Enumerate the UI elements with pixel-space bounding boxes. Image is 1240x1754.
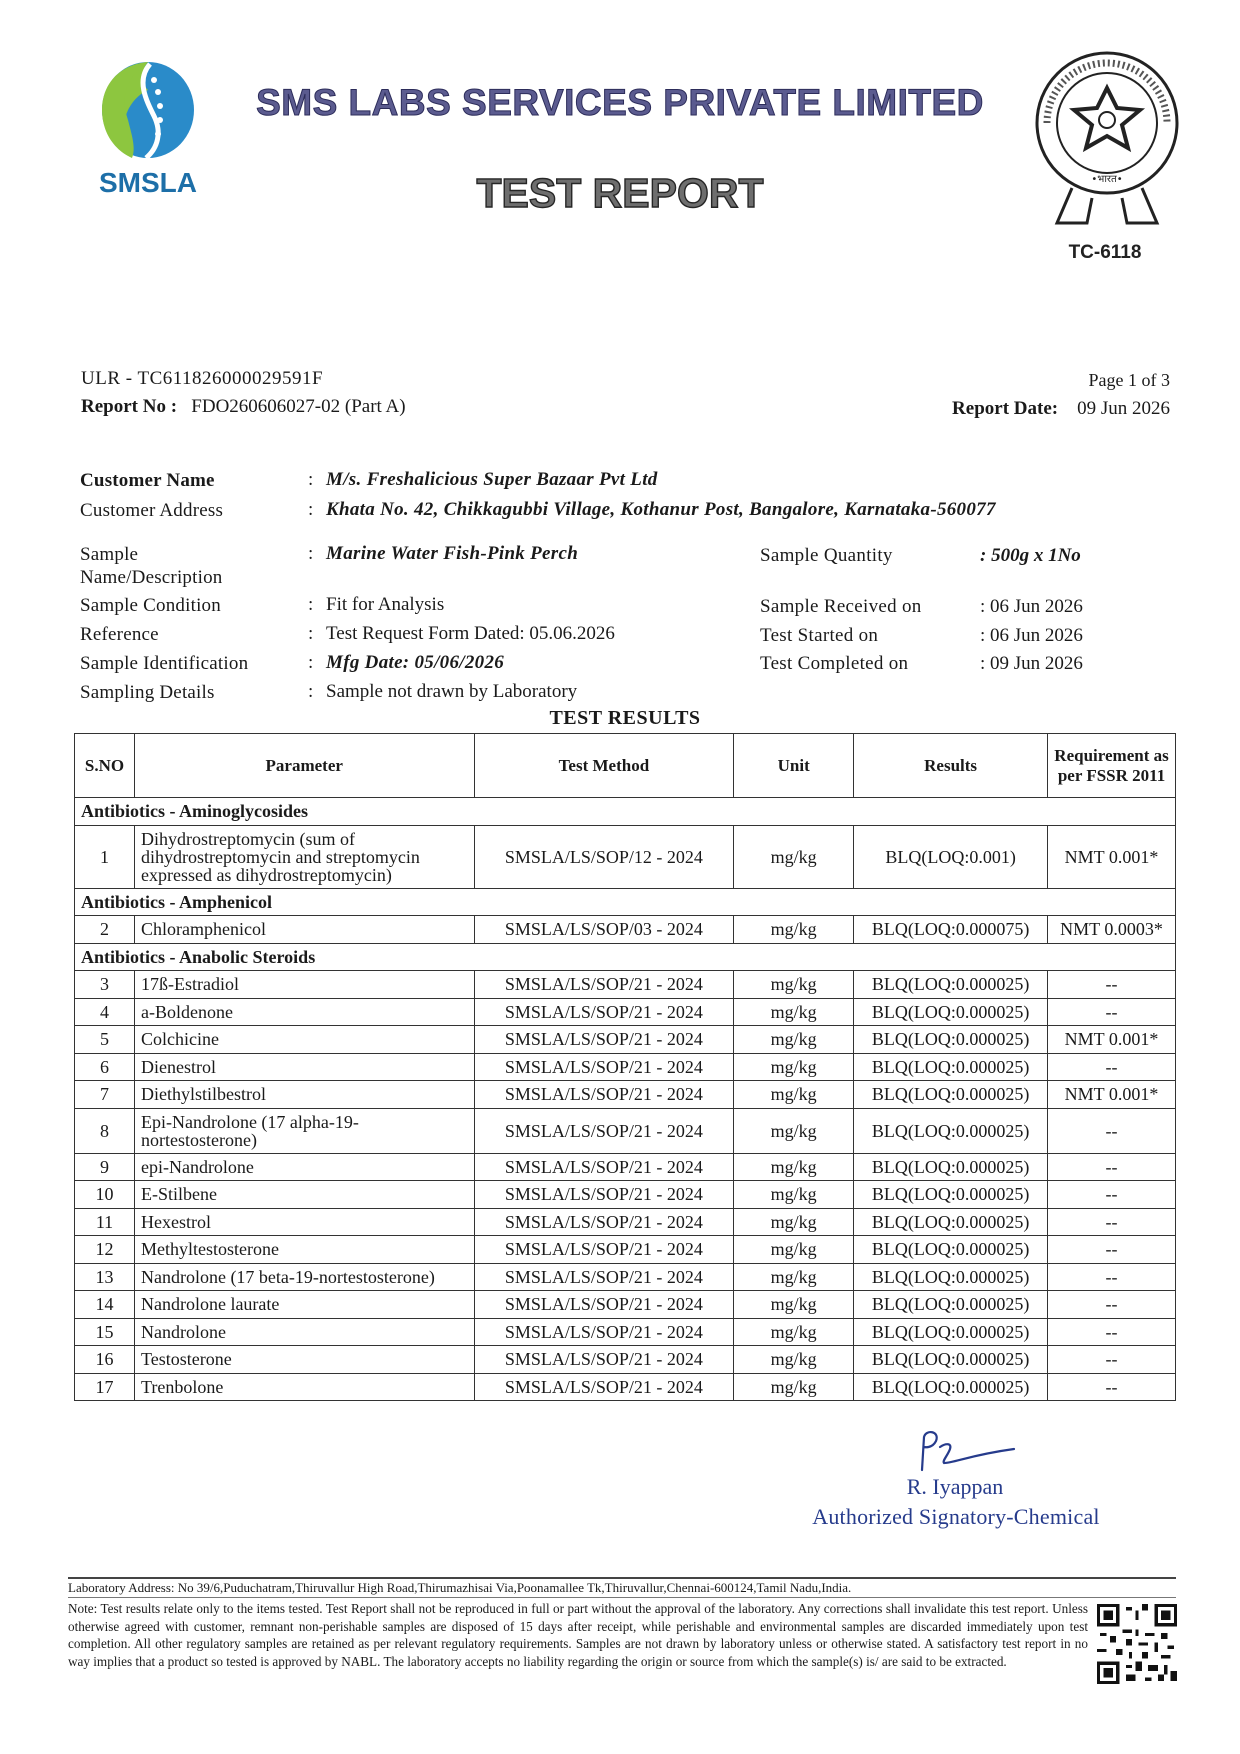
sample-received-label: Sample Received on bbox=[760, 596, 922, 617]
section-row bbox=[75, 888, 1176, 916]
report-number bbox=[81, 396, 406, 418]
cell-test-method: SMSLA/LS/SOP/21 - 2024 bbox=[474, 998, 734, 1026]
cell-result: BLQ(LOQ:0.000025) bbox=[854, 998, 1048, 1026]
test-completed-label: Test Completed on bbox=[760, 653, 909, 674]
ulr-number: ULR - TC611826000029591F bbox=[81, 368, 324, 389]
cell-requirement: NMT 0.001* bbox=[1048, 1026, 1176, 1054]
cell-test-method: SMSLA/LS/SOP/21 - 2024 bbox=[474, 1208, 734, 1236]
cell-requirement: -- bbox=[1048, 1373, 1176, 1401]
cell-parameter: Nandrolone laurate bbox=[134, 1291, 474, 1319]
nabl-accreditation-seal bbox=[1032, 48, 1182, 234]
cell-sno: 16 bbox=[75, 1346, 135, 1374]
cell-result: BLQ(LOQ:0.000025) bbox=[854, 1053, 1048, 1081]
col-requirement: Requirement as per FSSR 2011 bbox=[1048, 734, 1176, 798]
test-started-label: Test Started on bbox=[760, 625, 879, 646]
table-row bbox=[75, 1236, 1176, 1264]
cell-sno: 5 bbox=[75, 1026, 135, 1054]
cell-parameter: E-Stilbene bbox=[134, 1181, 474, 1209]
test-started: : 06 Jun 2026 bbox=[980, 625, 1083, 646]
cell-requirement: -- bbox=[1048, 1291, 1176, 1319]
signatory-name: R. Iyappan bbox=[906, 1474, 1004, 1499]
cell-unit: mg/kg bbox=[734, 1236, 854, 1264]
sampling-details: Sample not drawn by Laboratory bbox=[326, 681, 578, 702]
table-row bbox=[75, 1026, 1176, 1054]
cell-unit: mg/kg bbox=[734, 1053, 854, 1081]
cell-requirement: -- bbox=[1048, 1153, 1176, 1181]
table-body bbox=[75, 798, 1176, 1401]
table-row bbox=[75, 1208, 1176, 1236]
cell-test-method: SMSLA/LS/SOP/21 - 2024 bbox=[474, 971, 734, 999]
cell-requirement: NMT 0.001* bbox=[1048, 825, 1176, 888]
cell-sno: 12 bbox=[75, 1236, 135, 1264]
cell-sno: 15 bbox=[75, 1318, 135, 1346]
cell-unit: mg/kg bbox=[734, 1153, 854, 1181]
sample-identification-label: Sample Identification bbox=[80, 653, 249, 674]
disclaimer-note: Note: Test results relate only to the items tested. Test Report shall not be reproduced in full or part without the approval of the laboratory. Any corrections shall invalidate this test report. Unless otherwise agreed with customer, remnant non-perishable samples are disposed of 15 days after receipt, while perishable and environmental samples are discarded immediately upon test completion. All other regulatory samples are retained as per relevant regulatory requirements. Samples are not drawn by laboratory unless or otherwise stated. A satisfactory test report in no way implies that a product so tested is approved by NABL. The laboratory accepts no liability regarding the origin or source from which the sample(s) is/ are said to be extracted. bbox=[68, 1601, 1088, 1669]
table-row bbox=[75, 1346, 1176, 1374]
table-row bbox=[75, 1373, 1176, 1401]
cell-parameter: Colchicine bbox=[134, 1026, 474, 1054]
separator: : bbox=[308, 623, 314, 644]
section-title: Antibiotics - Amphenicol bbox=[75, 888, 1176, 916]
section-title: Antibiotics - Anabolic Steroids bbox=[75, 943, 1176, 971]
accreditation-code: TC-6118 bbox=[1068, 242, 1142, 263]
sample-name-label bbox=[80, 543, 223, 589]
cell-parameter: epi-Nandrolone bbox=[134, 1153, 474, 1181]
cell-sno: 11 bbox=[75, 1208, 135, 1236]
cell-parameter: Testosterone bbox=[134, 1346, 474, 1374]
customer-name-label: Customer Name bbox=[80, 470, 215, 491]
signatory-title: Authorized Signatory-Chemical bbox=[812, 1504, 1100, 1529]
footer-divider bbox=[68, 1577, 1176, 1579]
reference-label: Reference bbox=[80, 624, 159, 645]
cell-unit: mg/kg bbox=[734, 1181, 854, 1209]
cell-unit: mg/kg bbox=[734, 998, 854, 1026]
cell-test-method: SMSLA/LS/SOP/12 - 2024 bbox=[474, 825, 734, 888]
cell-test-method: SMSLA/LS/SOP/21 - 2024 bbox=[474, 1346, 734, 1374]
cell-test-method: SMSLA/LS/SOP/21 - 2024 bbox=[474, 1053, 734, 1081]
cell-result: BLQ(LOQ:0.000025) bbox=[854, 1291, 1048, 1319]
cell-test-method: SMSLA/LS/SOP/21 - 2024 bbox=[474, 1108, 734, 1153]
cell-test-method: SMSLA/LS/SOP/21 - 2024 bbox=[474, 1263, 734, 1291]
cell-parameter: Methyltestosterone bbox=[134, 1236, 474, 1264]
sample-quantity: : 500g x 1No bbox=[980, 545, 1081, 566]
cell-parameter: 17ß-Estradiol bbox=[134, 971, 474, 999]
section-title: Antibiotics - Aminoglycosides bbox=[75, 798, 1176, 826]
cell-result: BLQ(LOQ:0.000025) bbox=[854, 1208, 1048, 1236]
report-date bbox=[850, 398, 1170, 420]
footer-divider bbox=[68, 1597, 1176, 1598]
col-sno: S.NO bbox=[75, 734, 135, 798]
table-row bbox=[75, 1081, 1176, 1109]
col-unit: Unit bbox=[734, 734, 854, 798]
col-results: Results bbox=[854, 734, 1048, 798]
sample-quantity-label: Sample Quantity bbox=[760, 545, 893, 566]
cell-requirement: NMT 0.0003* bbox=[1048, 916, 1176, 944]
test-results-heading: TEST RESULTS bbox=[549, 707, 701, 729]
cell-sno: 14 bbox=[75, 1291, 135, 1319]
cell-parameter: Trenbolone bbox=[134, 1373, 474, 1401]
cell-result: BLQ(LOQ:0.000025) bbox=[854, 1373, 1048, 1401]
cell-unit: mg/kg bbox=[734, 1346, 854, 1374]
cell-unit: mg/kg bbox=[734, 1081, 854, 1109]
cell-result: BLQ(LOQ:0.000025) bbox=[854, 971, 1048, 999]
separator: : bbox=[308, 469, 314, 490]
col-test-method: Test Method bbox=[474, 734, 734, 798]
cell-test-method: SMSLA/LS/SOP/21 - 2024 bbox=[474, 1026, 734, 1054]
cell-requirement: -- bbox=[1048, 998, 1176, 1026]
cell-parameter: Diethylstilbestrol bbox=[134, 1081, 474, 1109]
col-parameter: Parameter bbox=[134, 734, 474, 798]
table-row bbox=[75, 1263, 1176, 1291]
cell-parameter: Epi-Nandrolone (17 alpha-19-nortestosterone) bbox=[134, 1108, 474, 1153]
section-row bbox=[75, 798, 1176, 826]
cell-requirement: -- bbox=[1048, 1208, 1176, 1236]
table-row bbox=[75, 1291, 1176, 1319]
table-row bbox=[75, 971, 1176, 999]
section-row bbox=[75, 943, 1176, 971]
sample-condition: Fit for Analysis bbox=[326, 594, 445, 615]
cell-unit: mg/kg bbox=[734, 1318, 854, 1346]
sample-name-label-line1: Sample bbox=[80, 544, 139, 565]
smsla-logo bbox=[88, 60, 208, 200]
cell-requirement: -- bbox=[1048, 971, 1176, 999]
table-header-row bbox=[75, 734, 1176, 798]
cell-sno: 13 bbox=[75, 1263, 135, 1291]
cell-parameter: Nandrolone (17 beta-19-nortestosterone) bbox=[134, 1263, 474, 1291]
customer-address: Khata No. 42, Chikkagubbi Village, Kothanur Post, Bangalore, Karnataka-560077 bbox=[326, 499, 996, 520]
cell-unit: mg/kg bbox=[734, 1291, 854, 1319]
separator: : bbox=[308, 543, 314, 564]
customer-name: M/s. Freshalicious Super Bazaar Pvt Ltd bbox=[326, 469, 658, 490]
lab-address: Laboratory Address: No 39/6,Puduchatram,Thiruvallur High Road,Thirumazhisai Via,Poonamallee Tk,Thiruvallur,Chennai-600124,Tamil Nadu,India. bbox=[68, 1580, 852, 1595]
cell-requirement: -- bbox=[1048, 1236, 1176, 1264]
cell-requirement: NMT 0.001* bbox=[1048, 1081, 1176, 1109]
cell-test-method: SMSLA/LS/SOP/21 - 2024 bbox=[474, 1153, 734, 1181]
document-title: TEST REPORT bbox=[476, 170, 764, 216]
cell-sno: 1 bbox=[75, 825, 135, 888]
cell-sno: 2 bbox=[75, 916, 135, 944]
page-number: Page 1 of 3 bbox=[1088, 370, 1170, 390]
cell-requirement: -- bbox=[1048, 1108, 1176, 1153]
sample-received: : 06 Jun 2026 bbox=[980, 596, 1083, 617]
cell-result: BLQ(LOQ:0.000025) bbox=[854, 1346, 1048, 1374]
cell-result: BLQ(LOQ:0.000025) bbox=[854, 1108, 1048, 1153]
table-row bbox=[75, 825, 1176, 888]
table-row bbox=[75, 1108, 1176, 1153]
qr-code-icon[interactable] bbox=[1097, 1604, 1177, 1684]
cell-result: BLQ(LOQ:0.001) bbox=[854, 825, 1048, 888]
cell-unit: mg/kg bbox=[734, 1373, 854, 1401]
cell-test-method: SMSLA/LS/SOP/21 - 2024 bbox=[474, 1318, 734, 1346]
cell-result: BLQ(LOQ:0.000025) bbox=[854, 1153, 1048, 1181]
cell-parameter: Hexestrol bbox=[134, 1208, 474, 1236]
separator: : bbox=[308, 594, 314, 615]
separator: : bbox=[308, 652, 314, 673]
sample-identification: Mfg Date: 05/06/2026 bbox=[326, 652, 505, 673]
separator: : bbox=[308, 499, 314, 520]
report-date-value: 09 Jun 2026 bbox=[1077, 398, 1170, 419]
test-completed: : 09 Jun 2026 bbox=[980, 653, 1083, 674]
cell-test-method: SMSLA/LS/SOP/21 - 2024 bbox=[474, 1373, 734, 1401]
cell-parameter: Dienestrol bbox=[134, 1053, 474, 1081]
table-row bbox=[75, 1153, 1176, 1181]
cell-test-method: SMSLA/LS/SOP/21 - 2024 bbox=[474, 1181, 734, 1209]
cell-test-method: SMSLA/LS/SOP/21 - 2024 bbox=[474, 1236, 734, 1264]
cell-result: BLQ(LOQ:0.000075) bbox=[854, 916, 1048, 944]
table-row bbox=[75, 916, 1176, 944]
cell-requirement: -- bbox=[1048, 1318, 1176, 1346]
cell-sno: 17 bbox=[75, 1373, 135, 1401]
cell-requirement: -- bbox=[1048, 1346, 1176, 1374]
cell-sno: 3 bbox=[75, 971, 135, 999]
table-row bbox=[75, 1053, 1176, 1081]
cell-sno: 4 bbox=[75, 998, 135, 1026]
cell-result: BLQ(LOQ:0.000025) bbox=[854, 1081, 1048, 1109]
cell-test-method: SMSLA/LS/SOP/21 - 2024 bbox=[474, 1081, 734, 1109]
svg-text:•भारत•: •भारत• bbox=[1091, 174, 1123, 185]
report-date-label: Report Date: bbox=[952, 398, 1059, 419]
sample-name-label-line2: Name/Description bbox=[80, 567, 223, 588]
cell-test-method: SMSLA/LS/SOP/03 - 2024 bbox=[474, 916, 734, 944]
cell-unit: mg/kg bbox=[734, 971, 854, 999]
cell-test-method: SMSLA/LS/SOP/21 - 2024 bbox=[474, 1291, 734, 1319]
cell-result: BLQ(LOQ:0.000025) bbox=[854, 1026, 1048, 1054]
report-number-value: FDO260606027-02 (Part A) bbox=[191, 396, 406, 417]
cell-unit: mg/kg bbox=[734, 1263, 854, 1291]
table-row bbox=[75, 1181, 1176, 1209]
cell-sno: 10 bbox=[75, 1181, 135, 1209]
cell-unit: mg/kg bbox=[734, 916, 854, 944]
svg-text:SMSLA: SMSLA bbox=[99, 167, 197, 198]
cell-requirement: -- bbox=[1048, 1181, 1176, 1209]
cell-unit: mg/kg bbox=[734, 1108, 854, 1153]
cell-unit: mg/kg bbox=[734, 825, 854, 888]
cell-result: BLQ(LOQ:0.000025) bbox=[854, 1263, 1048, 1291]
test-results-table bbox=[74, 733, 1176, 1401]
cell-unit: mg/kg bbox=[734, 1208, 854, 1236]
separator: : bbox=[308, 681, 314, 702]
cell-parameter: Chloramphenicol bbox=[134, 916, 474, 944]
customer-address-label: Customer Address bbox=[80, 500, 224, 521]
cell-unit: mg/kg bbox=[734, 1026, 854, 1054]
table-row bbox=[75, 998, 1176, 1026]
cell-sno: 8 bbox=[75, 1108, 135, 1153]
cell-sno: 6 bbox=[75, 1053, 135, 1081]
company-name: SMS LABS SERVICES PRIVATE LIMITED bbox=[256, 82, 984, 123]
cell-parameter: Nandrolone bbox=[134, 1318, 474, 1346]
report-number-label: Report No : bbox=[81, 396, 178, 417]
signature bbox=[910, 1425, 1020, 1480]
cell-result: BLQ(LOQ:0.000025) bbox=[854, 1318, 1048, 1346]
cell-requirement: -- bbox=[1048, 1053, 1176, 1081]
cell-result: BLQ(LOQ:0.000025) bbox=[854, 1181, 1048, 1209]
cell-requirement: -- bbox=[1048, 1263, 1176, 1291]
cell-parameter: a-Boldenone bbox=[134, 998, 474, 1026]
cell-sno: 7 bbox=[75, 1081, 135, 1109]
cell-sno: 9 bbox=[75, 1153, 135, 1181]
table-row bbox=[75, 1318, 1176, 1346]
cell-result: BLQ(LOQ:0.000025) bbox=[854, 1236, 1048, 1264]
sample-condition-label: Sample Condition bbox=[80, 595, 221, 616]
sampling-details-label: Sampling Details bbox=[80, 682, 215, 703]
cell-parameter: Dihydrostreptomycin (sum of dihydrostreptomycin and streptomycin expressed as dihydrostreptomycin) bbox=[134, 825, 474, 888]
sample-name: Marine Water Fish-Pink Perch bbox=[326, 543, 579, 564]
reference: Test Request Form Dated: 05.06.2026 bbox=[326, 623, 615, 644]
